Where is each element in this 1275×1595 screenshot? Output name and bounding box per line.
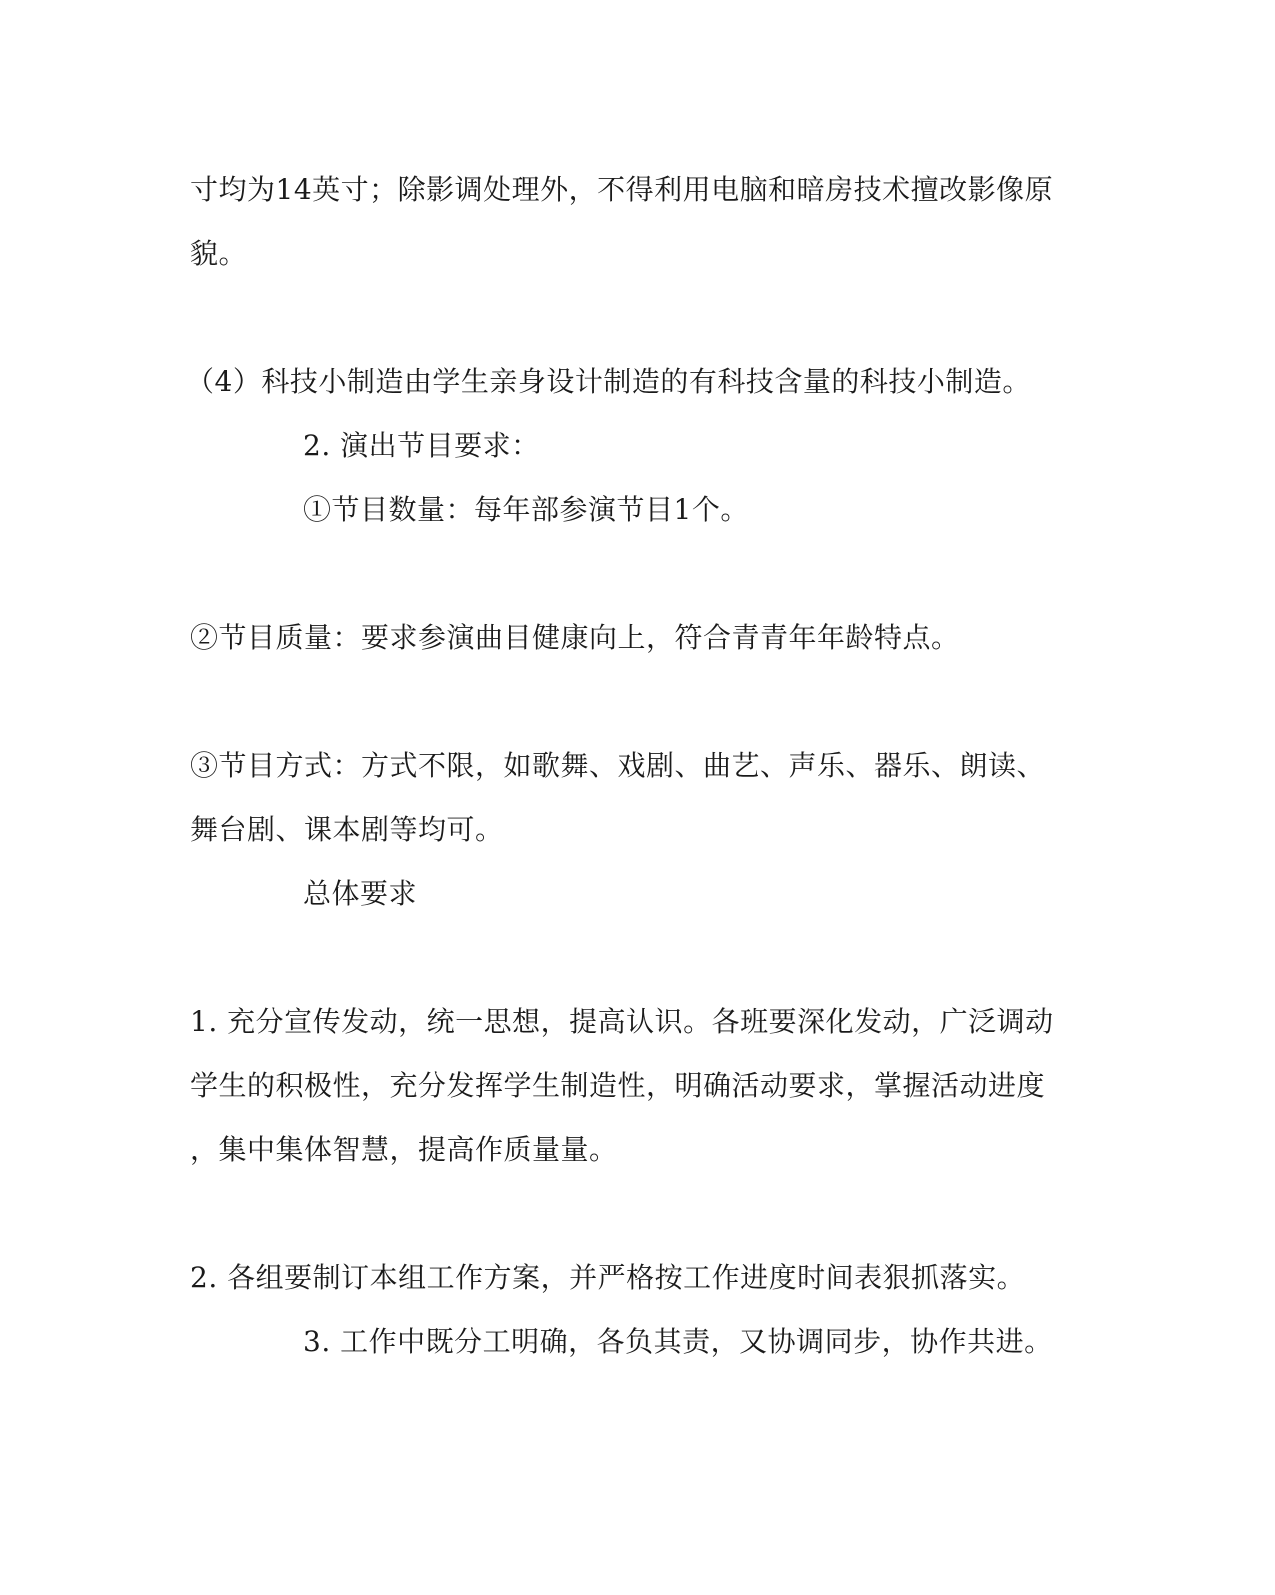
performance-requirements-heading: 2. 演出节目要求： — [303, 429, 540, 462]
item-4-tech-making: （4）科技小制造由学生亲身设计制造的有科技含量的科技小制造。 — [186, 365, 1031, 398]
requirement-1-line-3: ，集中集体智慧，提高作质量量。 — [190, 1133, 618, 1166]
requirement-3: 3. 工作中既分工明确，各负其责，又协调同步，协作共进。 — [303, 1325, 1053, 1358]
program-format-item-line-1: ③节目方式：方式不限，如歌舞、戏剧、曲艺、声乐、器乐、朗读、 — [190, 749, 1046, 782]
program-quality-item: ②节目质量：要求参演曲目健康向上，符合青青年年龄特点。 — [190, 621, 960, 654]
paragraph-continuation-line-1: 寸均为14英寸；除影调处理外，不得利用电脑和暗房技术擅改影像原 — [190, 173, 1054, 206]
requirement-2: 2. 各组要制订本组工作方案，并严格按工作进度时间表狠抓落实。 — [190, 1261, 1026, 1294]
general-requirements-heading: 总体要求 — [303, 877, 418, 910]
requirement-1-line-2: 学生的积极性，充分发挥学生制造性，明确活动要求，掌握活动进度 — [190, 1069, 1046, 1102]
requirement-1-line-1: 1. 充分宣传发动，统一思想，提高认识。各班要深化发动，广泛调动 — [190, 1005, 1054, 1038]
program-quantity-item: ①节目数量：每年部参演节目1个。 — [303, 493, 749, 526]
program-format-item-line-2: 舞台剧、课本剧等均可。 — [190, 813, 504, 846]
paragraph-continuation-line-2: 貌。 — [190, 237, 248, 270]
